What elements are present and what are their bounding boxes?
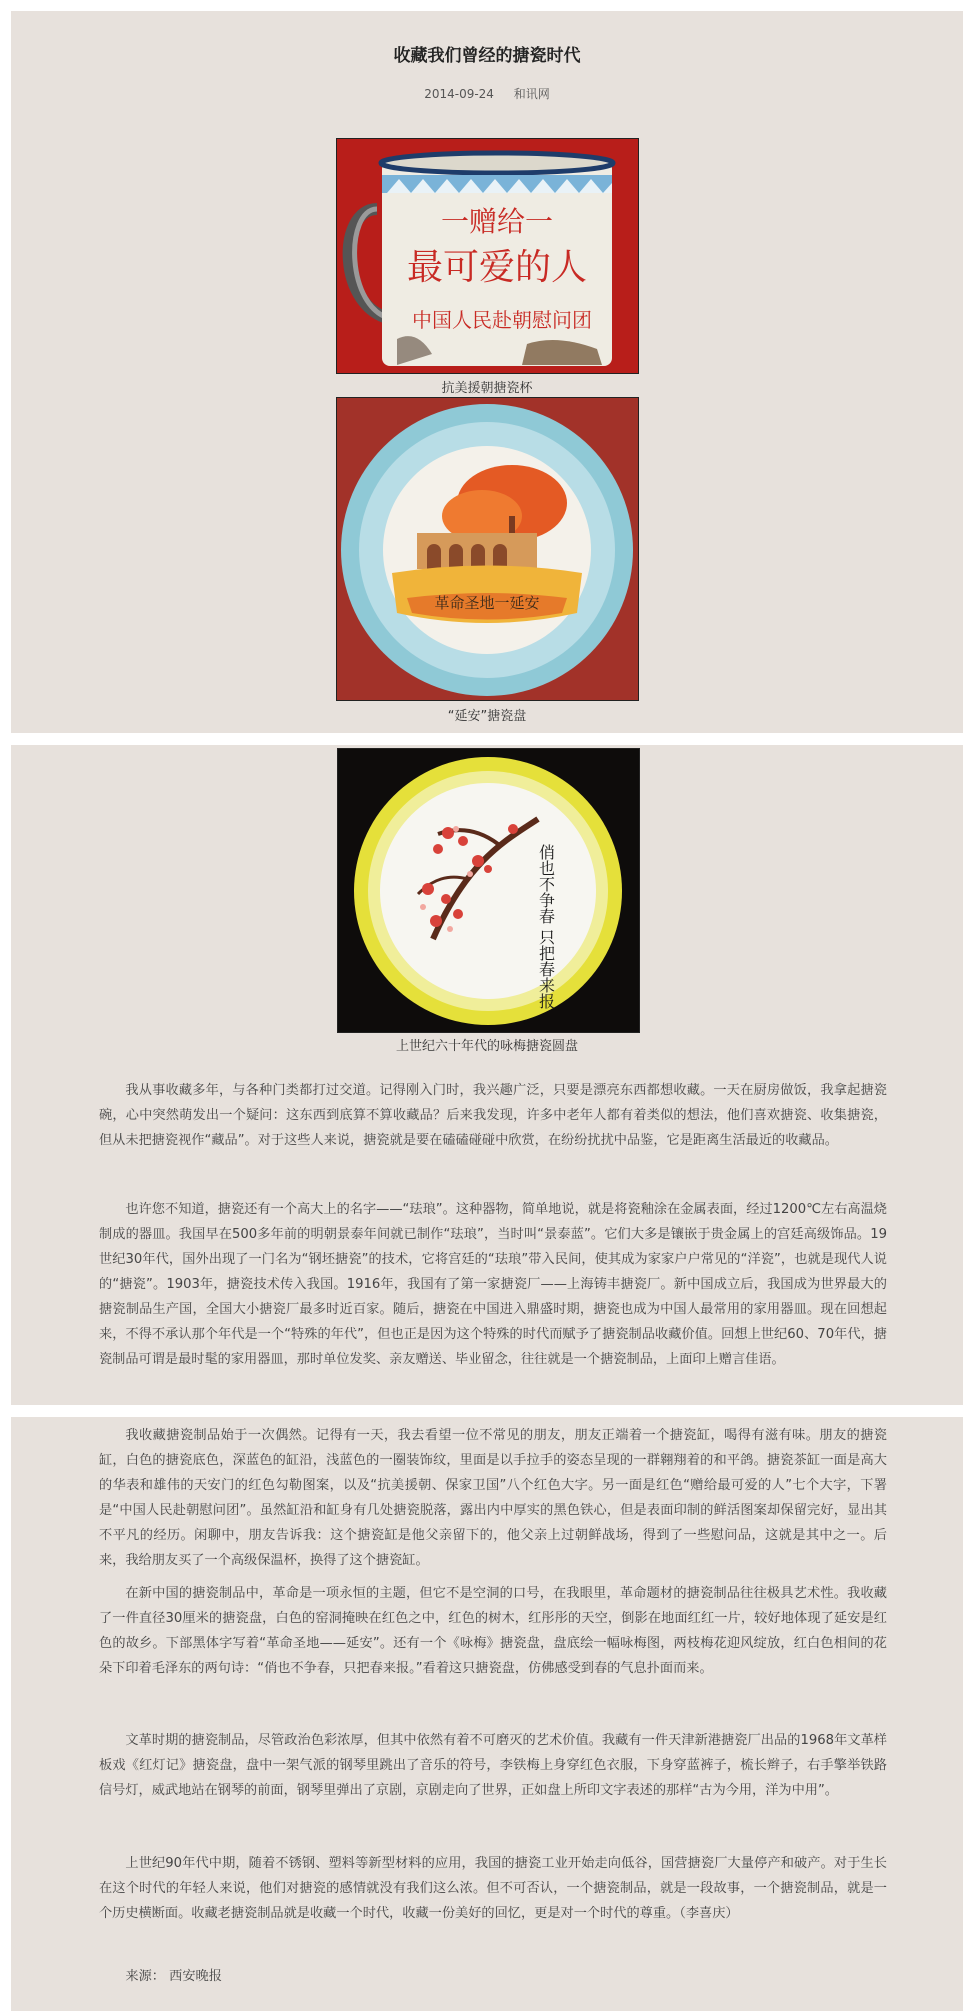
plum-plate-caption: 上世纪六十年代的咏梅搪瓷圆盘 bbox=[395, 1039, 578, 1054]
plum-blossom-plate-photo bbox=[337, 748, 640, 1033]
paragraph-3: 我收藏搪瓷制品始于一次偶然。记得有一天，我去看望一位不常见的朋友，朋友正端着一个搪瓷缸，喝得有滋有味。朋友的搪瓷缸，白色的搪瓷底色，深蓝色的缸沿，浅蓝色的一圈装饰纹，里面是以手拉手的姿态呈现的一群翱翔着的和平鸽。搪瓷茶缸一面是高大的华表和雄伟的天安门的红色勾勒图案，以及“抗美援朝、保家卫国”八个红色大字。另一面是红色“赠给最可爱的人”七个大字，下署是“中国人民赴朝慰问团”。虽然缸沿和缸身有几处搪瓷脱落，露出内中厚实的黑色铁心，但是表面印制的鲜活图案却保留完好，显出其不平凡的经历。闲聊中，朋友告诉我：这个搪瓷缸是他父亲留下的，他父亲上过朝鲜战场，得到了一些慰问品，这就是其中之一。后来，我给朋友买了一个高级保温杯，换得了这个搪瓷缸。 bbox=[99, 1428, 887, 1568]
article-body-panel-1 bbox=[11, 745, 963, 1405]
paragraph-5: 文革时期的搪瓷制品，尽管政治色彩浓厚，但其中依然有着不可磨灭的艺术价值。我藏有一件天津新港搪瓷厂出品的1968年文革样板戏《红灯记》搪瓷盘，盘中一架气派的钢琴里跳出了音乐的符号，李铁梅上身穿红色衣服，下身穿蓝裤子，梳长辫子，右手擎举铁路信号灯，威武地站在钢琴的前面，钢琴里弹出了京剧，京剧走向了世界，正如盘上所印文字表述的那样“古为今用，洋为中用”。 bbox=[99, 1733, 887, 1798]
mug-text-1: 一赠给一 bbox=[440, 205, 554, 238]
enamel-mug-photo bbox=[336, 138, 639, 374]
article-meta bbox=[11, 85, 963, 102]
paragraph-4: 在新中国的搪瓷制品中，革命是一项永恒的主题，但它不是空洞的口号，在我眼里，革命题材的搪瓷制品往往极具艺术性。我收藏了一件直径30厘米的搪瓷盘，白色的窑洞掩映在红色之中，红色的树木，红彤彤的天空，倒影在地面红红一片，较好地体现了延安是红色的故乡。下部黑体字写着“革命圣地——延安”。还有一个《咏梅》搪瓷盘，盘底绘一幅咏梅图，两枝梅花迎风绽放，红白色相间的花朵下印着毛泽东的两句诗：“俏也不争春，只把春来报。”看着这只搪瓷盘，仿佛感受到春的气息扑面而来。 bbox=[99, 1586, 887, 1676]
article-body-panel-2 bbox=[11, 1417, 963, 2011]
mug-text-3: 中国人民赴朝慰问团 bbox=[412, 308, 592, 332]
paragraph-1: 我从事收藏多年，与各种门类都打过交道。记得刚入门时，我兴趣广泛，只要是漂亮东西都想收藏。一天在厨房做饭，我拿起搪瓷碗，心中突然萌发出一个疑问：这东西到底算不算收藏品？后来我发现，许多中老年人都有着类似的想法，他们喜欢搪瓷、收集搪瓷，但从未把搪瓷视作“藏品”。对于这些人来说，搪瓷就是要在磕磕碰碰中欣赏，在纷纷扰扰中品鉴，它是距离生活最近的收藏品。 bbox=[99, 1083, 887, 1148]
paragraph-2: 也许您不知道，搪瓷还有一个高大上的名字——“珐琅”。这种器物，简单地说，就是将瓷釉涂在金属表面，经过1200℃左右高温烧制成的器皿。我国早在500多年前的明朝景泰年间就已制作“珐琅”，当时叫“景泰蓝”。它们大多是镶嵌于贵金属上的宫廷高级饰品。19世纪30年代，国外出现了一门名为“钢坯搪瓷”的技术，它将宫廷的“珐琅”带入民间，使其成为家家户户常见的“洋瓷”，也就是现代人说的“搪瓷”。1903年，搪瓷技术传入我国。1916年，我国有了第一家搪瓷厂——上海铸丰搪瓷厂。新中国成立后，我国成为世界最大的搪瓷制品生产国，全国大小搪瓷厂最多时近百家。随后，搪瓷在中国进入鼎盛时期，搪瓷也成为中国人最常用的家用器皿。现在回想起来，不得不承认那个年代是一个“特殊的年代”，但也正是因为这个特殊的时代而赋予了搪瓷制品收藏价值。回想上世纪60、70年代，搪瓷制品可谓是最时髦的家用器皿，那时单位发奖、亲友赠送、毕业留念，往往就是一个搪瓷制品，上面印上赠言佳语。 bbox=[99, 1202, 887, 1367]
source-line: 来源： 西安晚报 bbox=[125, 1969, 222, 1984]
plate-caption: “延安”搪瓷盘 bbox=[447, 709, 527, 724]
article-header-panel bbox=[11, 11, 963, 733]
article-title: 收藏我们曾经的搪瓷时代 bbox=[393, 46, 581, 66]
mug-text-2: 最可爱的人 bbox=[406, 247, 588, 288]
publish-date: 2014-09-24 bbox=[424, 87, 494, 101]
yanan-plate-photo bbox=[336, 397, 639, 701]
source-site: 和讯网 bbox=[513, 87, 550, 101]
plum-poem-text: 俏也不争春 只把春来报 bbox=[536, 844, 556, 1010]
paragraph-6: 上世纪90年代中期，随着不锈钢、塑料等新型材料的应用，我国的搪瓷工业开始走向低谷，国营搪瓷厂大量停产和破产。对于生长在这个时代的年轻人来说，他们对搪瓷的感情就没有我们这么浓。但不可否认，一个搪瓷制品，就是一段故事，一个搪瓷制品，就是一个历史横断面。收藏老搪瓷制品就是收藏一个时代，收藏一份美好的回忆，更是对一个时代的尊重。（李喜庆） bbox=[99, 1856, 887, 1921]
mug-caption: 抗美援朝搪瓷杯 bbox=[441, 381, 533, 396]
plate-inscription: 革命圣地一延安 bbox=[434, 594, 540, 612]
